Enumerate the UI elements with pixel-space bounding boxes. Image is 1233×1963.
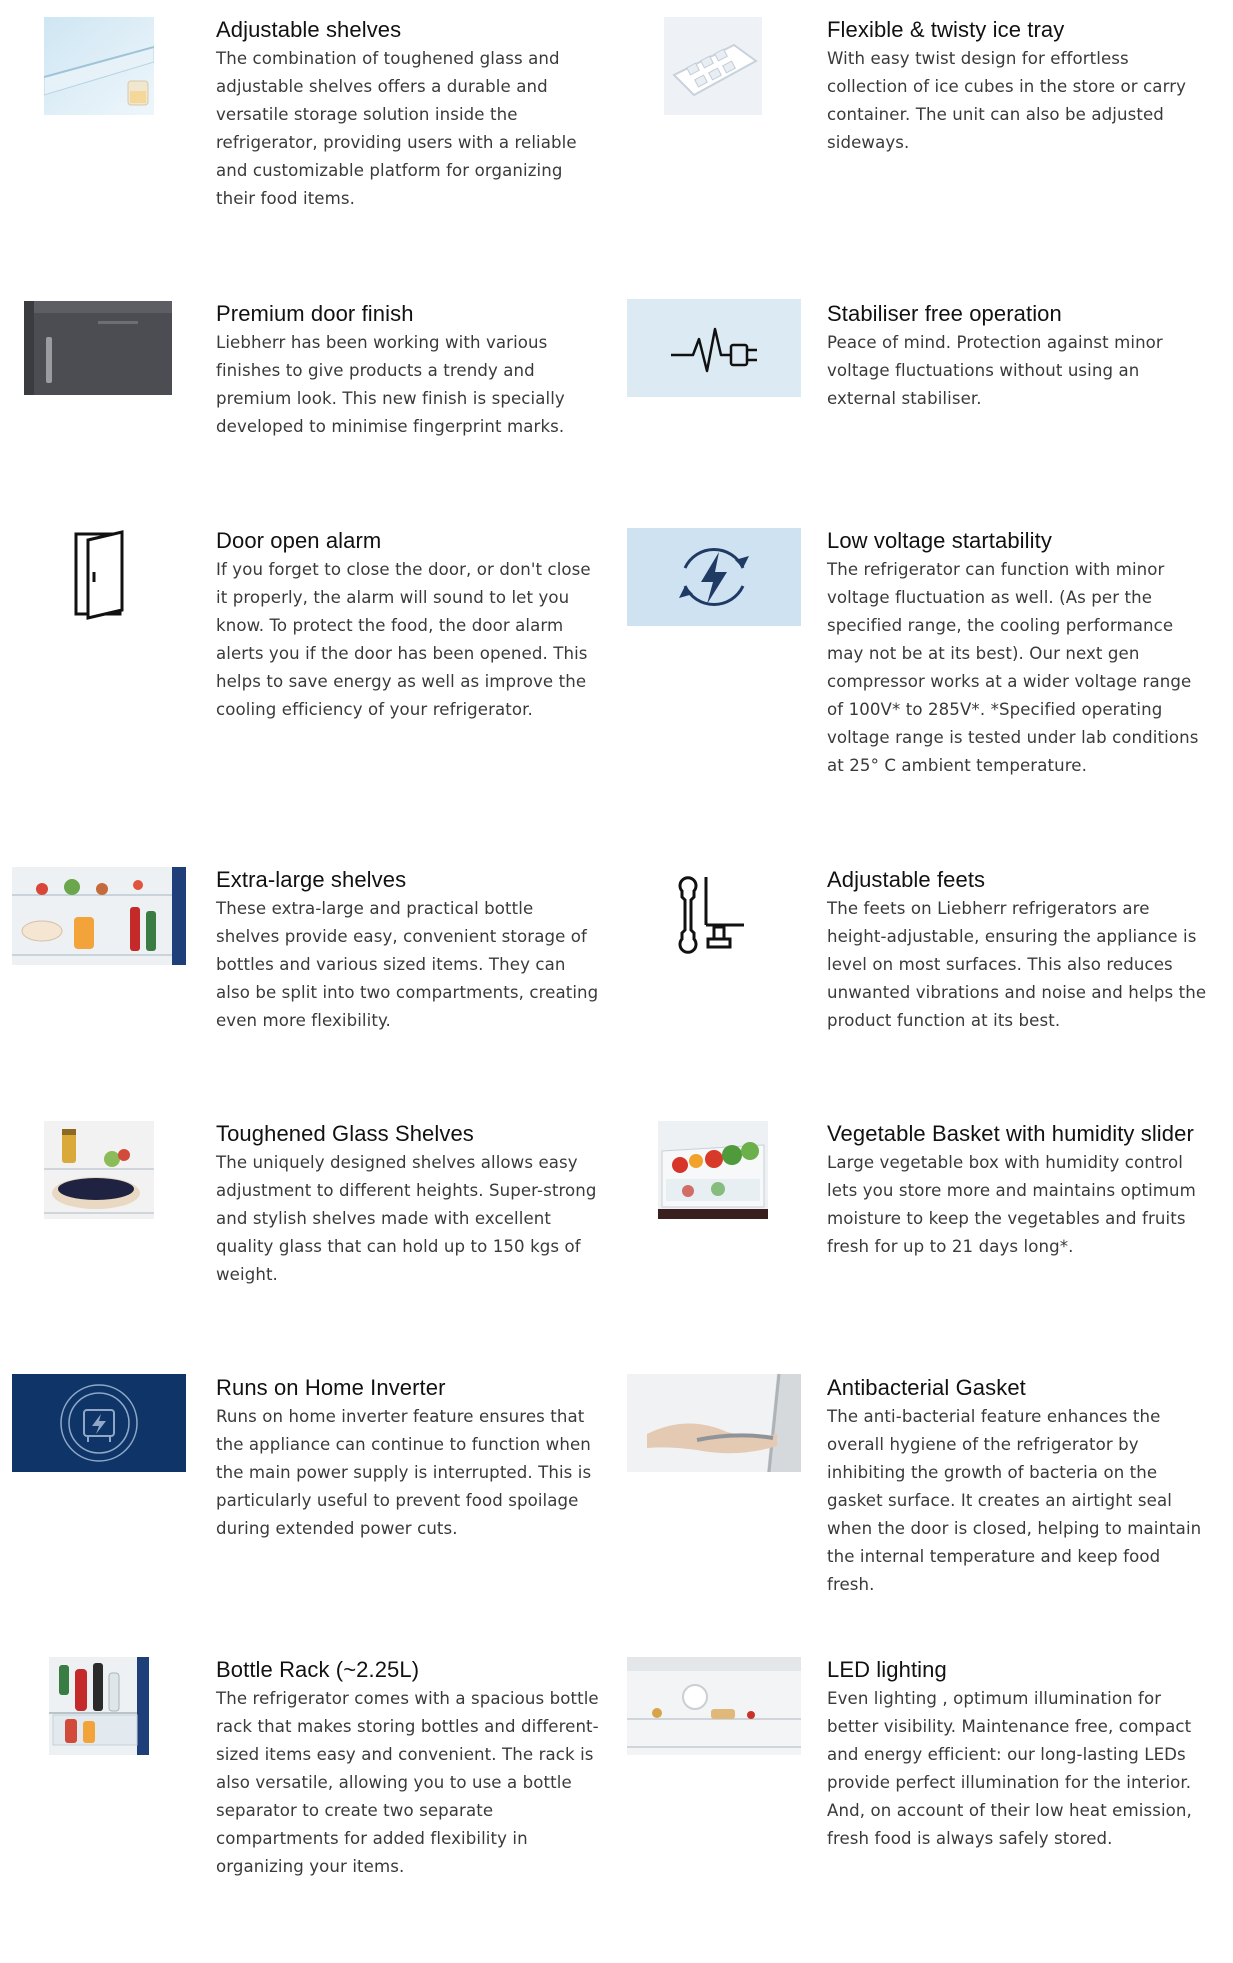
inverter-icon — [12, 1374, 186, 1472]
feature-title: Extra-large shelves — [216, 867, 407, 892]
feature-description: The feets on Liebherr refrigerators are height-adjustable, ensuring the appliance is level on most surfaces. This also reduces unwanted vibrations and noise and helps the product function at its best. — [827, 899, 1207, 1030]
feature-title: LED lighting — [827, 1657, 947, 1682]
feature-title: Runs on Home Inverter — [216, 1375, 446, 1400]
feature-description: Peace of mind. Protection against minor voltage fluctuations without using an external stabiliser. — [827, 333, 1163, 408]
gasket-photo — [627, 1374, 801, 1472]
feature-description: The combination of toughened glass and adjustable shelves offers a durable and versatile storage solution inside the refrigerator, providing users with a reliable and customizable platform for organizing their food items. — [216, 49, 577, 208]
feature-description: These extra-large and practical bottle shelves provide easy, convenient storage of bottles and various sized items. They can also be split into two compartments, creating even more flexibility. — [216, 899, 599, 1030]
bottle-rack-photo — [49, 1657, 149, 1755]
feature-description: Runs on home inverter feature ensures that the appliance can continue to function when the main power supply is interrupted. This is particularly useful to prevent food spoilage during extended power cuts. — [216, 1407, 592, 1538]
feature-description: The anti-bacterial feature enhances the overall hygiene of the refrigerator by inhibiting the growth of bacteria on the gasket surface. It creates an airtight seal when the door is closed, helping to maintain the internal temperature and keep food fresh. — [827, 1407, 1202, 1594]
feature-title: Adjustable shelves — [216, 17, 402, 42]
feature-description: If you forget to close the door, or don't close it properly, the alarm will sound to let you know. To protect the food, the door alarm alerts you if the door has been opened. This helps to save energy as well as improve the cooling efficiency of your refrigerator. — [216, 560, 591, 719]
pulse-plug-icon — [627, 299, 801, 397]
vegetable-basket-photo — [658, 1121, 768, 1219]
feature-description: Liebherr has been working with various finishes to give products a trendy and premium look. This new finish is specially developed to minimise fingerprint marks. — [216, 333, 565, 436]
fridge-interior-photo — [12, 867, 186, 965]
feature-description: Large vegetable box with humidity control lets you store more and maintains optimum moisture to keep the vegetables and fruits fresh for up to 21 days long*. — [827, 1153, 1196, 1256]
wrench-foot-icon — [664, 871, 754, 961]
feature-title: Adjustable feets — [827, 867, 986, 892]
feature-title: Toughened Glass Shelves — [216, 1121, 474, 1146]
feature-title: Stabiliser free operation — [827, 301, 1062, 326]
lightning-cycle-icon — [627, 528, 801, 626]
led-interior-photo — [627, 1657, 801, 1755]
feature-description: The refrigerator can function with minor voltage fluctuation as well. (As per the specified range, the cooling performance may not be at its best). Our next gen compressor works at a wider voltage range of 100V* to 285V*. *Specified operating voltage range is tested under lab conditions at 25° C ambient temperature. — [827, 560, 1199, 775]
feature-title: Premium door finish — [216, 301, 414, 326]
open-door-icon — [64, 528, 134, 622]
feature-description: The uniquely designed shelves allows easy adjustment to different heights. Super-strong and stylish shelves made with excellent quality glass that can hold up to 150 kgs of weight. — [216, 1153, 597, 1284]
feature-title: Door open alarm — [216, 528, 382, 553]
feature-title: Bottle Rack (~2.25L) — [216, 1657, 420, 1682]
ice-tray-photo — [664, 17, 762, 115]
feature-title: Vegetable Basket with humidity slider — [827, 1121, 1194, 1146]
glass-shelf-food-photo — [44, 1121, 154, 1219]
glass-shelf-photo — [44, 17, 154, 115]
feature-description: The refrigerator comes with a spacious bottle rack that makes storing bottles and different-sized items easy and convenient. The rack is also versatile, allowing you to use a bottle separator to create two separate compartments for added flexibility in organizing your items. — [216, 1689, 599, 1876]
dark-door-photo — [24, 299, 172, 397]
feature-description: Even lighting , optimum illumination for better visibility. Maintenance free, compact and energy efficient: our long-lasting LEDs provide perfect illumination for the interior. And, on account of their low heat emission, fresh food is always safely stored. — [827, 1689, 1192, 1848]
feature-description: With easy twist design for effortless collection of ice cubes in the store or carry container. The unit can also be adjusted sideways. — [827, 49, 1187, 152]
feature-title: Low voltage startability — [827, 528, 1052, 553]
feature-title: Flexible & twisty ice tray — [827, 17, 1065, 42]
feature-title: Antibacterial Gasket — [827, 1375, 1026, 1400]
